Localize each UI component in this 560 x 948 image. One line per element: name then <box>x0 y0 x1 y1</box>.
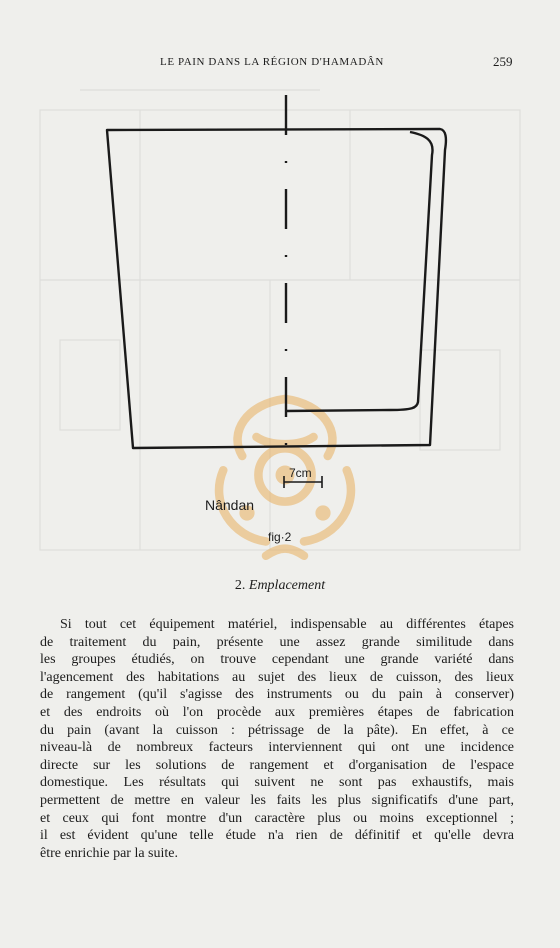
paragraph-line: niveau-là de nombreux facteurs interviennent qui ont une incidence <box>40 740 514 756</box>
figure-label: fig·2 <box>268 530 292 544</box>
paragraph-line: il est évident qu'une telle étude n'a rien de définitif et qu'elle devra <box>40 828 514 844</box>
nandan-drawing <box>90 90 470 560</box>
paragraph-line: Si tout cet équipement matériel, indispensable au différentes étapes <box>60 617 514 632</box>
page-number: 259 <box>493 54 513 69</box>
paragraph-line: l'agencement des habitations au sujet des lieux de cuisson, des lieux <box>40 669 514 685</box>
paragraph-line: et des endroits où l'on procède aux premières étapes de fabrication <box>40 704 514 720</box>
section-title: Emplacement <box>248 578 326 593</box>
scale-label: 7cm <box>289 466 312 480</box>
object-name: Nândan <box>205 497 255 513</box>
section-number: 2. <box>234 578 246 593</box>
container-section <box>286 132 433 411</box>
paragraph-line: de rangement (qu'il s'agisse des instruments ou du pain à conserver) <box>40 687 514 703</box>
section-heading <box>0 578 560 594</box>
paragraph-line: et ceux qui font montre d'un caractère plus ou moins exceptionnel ; <box>40 810 514 826</box>
body-paragraph <box>40 616 514 862</box>
paragraph-line: être enrichie par la suite. <box>40 845 178 861</box>
paragraph-line: directe sur les solutions de rangement et d'organisation de l'espace <box>40 757 514 773</box>
paragraph-line: les groupes étudiés, on trouve cependant une grande variété dans <box>40 652 514 668</box>
running-title: LE PAIN DANS LA RÉGION D'HAMADÂN <box>160 56 384 68</box>
paragraph-line: du pain (avant la cuisson : pétrissage de la pâte). En effet, à ce <box>40 722 514 738</box>
paragraph-line: de traitement du pain, présente une assez grande similitude dans <box>40 634 514 650</box>
paragraph-line: permettent de mettre en valeur les faits les plus significatifs d'une part, <box>40 792 514 808</box>
paragraph-line: domestique. Les résultats qui suivent ne sont pas exhaustifs, mais <box>40 775 514 791</box>
container-outline <box>107 129 446 448</box>
